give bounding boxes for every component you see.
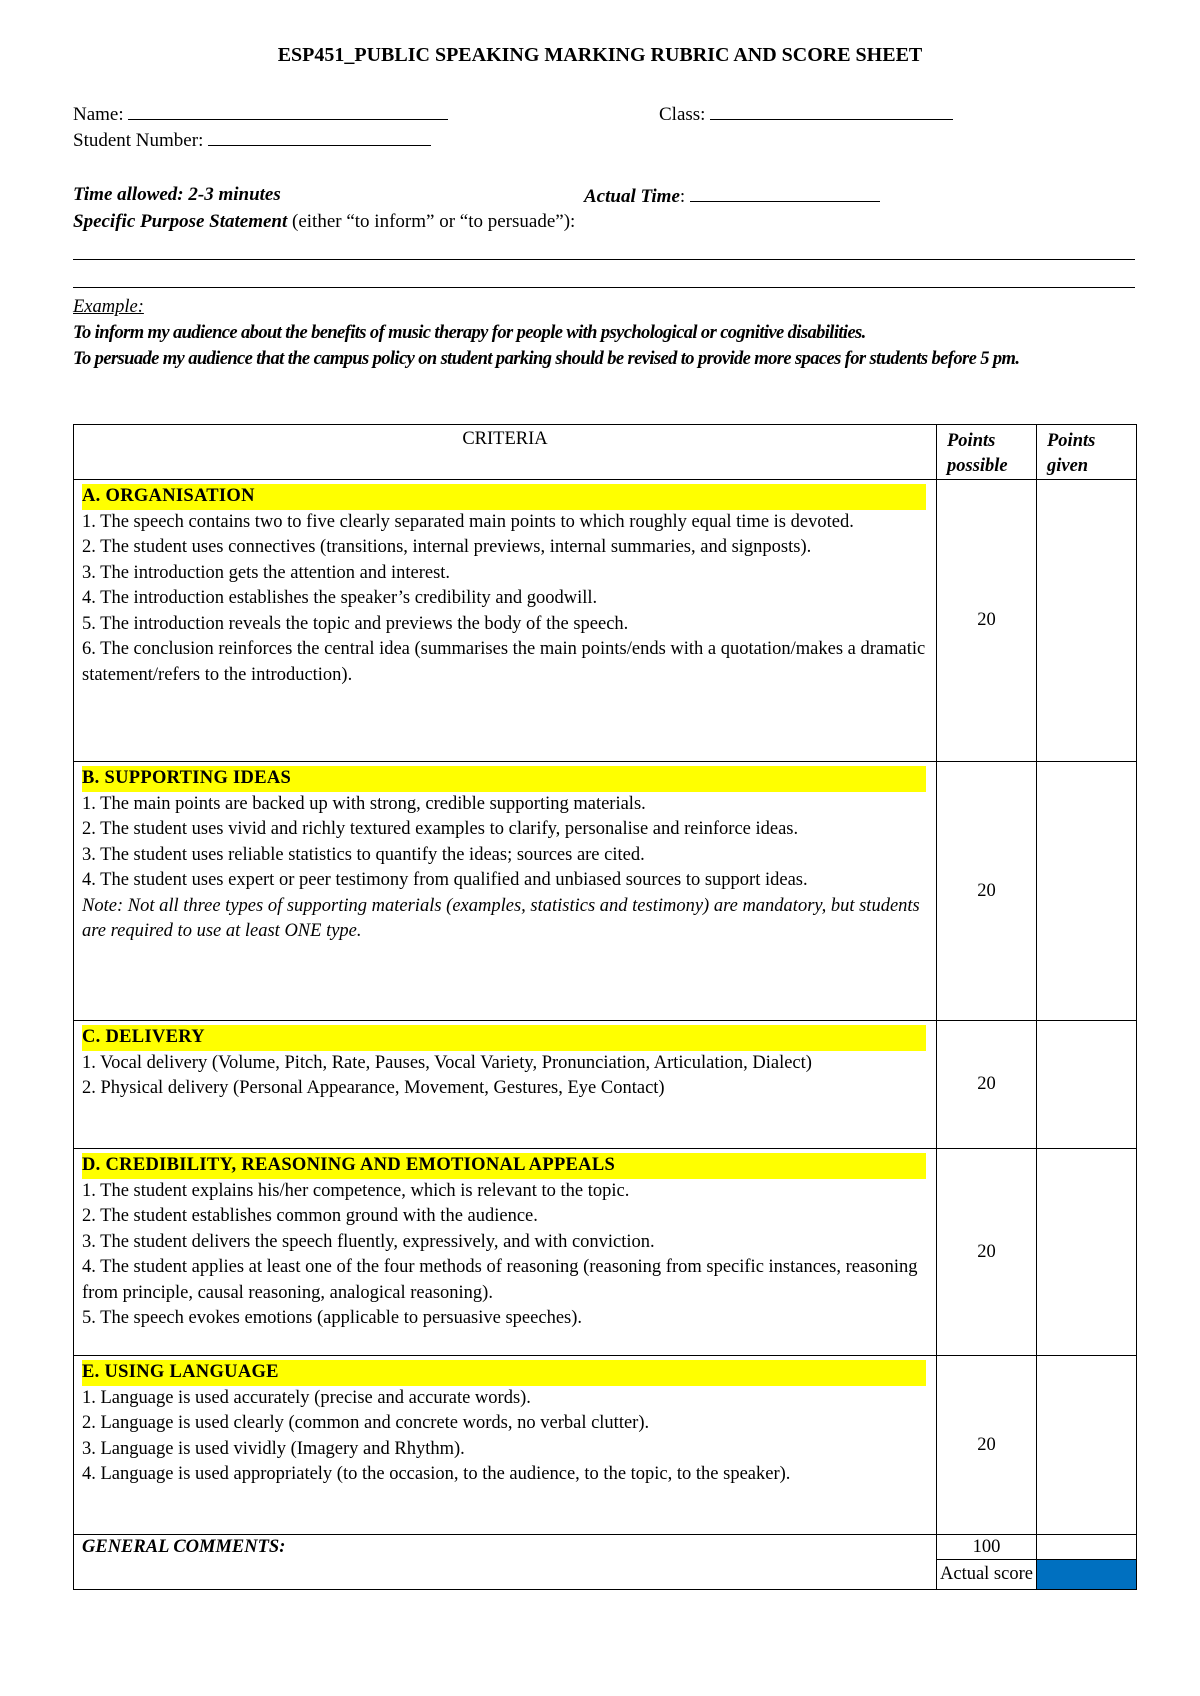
points-possible-value: 20 — [937, 762, 1037, 1021]
criterion-item: 1. Language is used accurately (precise and accurate words). — [82, 1387, 531, 1408]
page-title: ESP451_PUBLIC SPEAKING MARKING RUBRIC AND SCORE SHEET — [277, 44, 923, 66]
criterion-item: 4. The student uses expert or peer testimony from qualified and unbiased sources to support ideas. — [82, 870, 808, 890]
criterion-item: 2. The student uses vivid and richly textured examples to clarify, personalise and reinforce ideas. — [82, 819, 799, 839]
points-possible-value: 20 — [937, 1356, 1037, 1535]
purpose-label: Specific Purpose Statement — [73, 211, 288, 232]
section-title: A. ORGANISATION — [82, 484, 926, 510]
section-row-delivery — [74, 1021, 1137, 1149]
section-criteria — [74, 1021, 937, 1149]
criterion-item: 4. The introduction establishes the speaker’s credibility and goodwill. — [82, 588, 598, 608]
points-given-cell[interactable] — [1037, 1149, 1137, 1356]
section-note: Note: Not all three types of supporting materials (examples, statistics and testimony) are mandatory, but students are required to use at least ONE type. — [82, 895, 920, 941]
section-criteria — [74, 1149, 937, 1356]
points-given-header: Points given — [1037, 425, 1137, 480]
criterion-item: 3. The student uses reliable statistics to quantify the ideas; sources are cited. — [82, 844, 645, 865]
points-given-cell[interactable] — [1037, 1356, 1137, 1535]
section-row-supporting-ideas — [74, 762, 1137, 1021]
name-input-line[interactable] — [128, 102, 448, 120]
criterion-item: 1. Vocal delivery (Volume, Pitch, Rate, Pauses, Vocal Variety, Pronunciation, Articulation, Dialect) — [82, 1052, 812, 1073]
example-label: Example: — [73, 297, 144, 317]
points-possible-value: 20 — [937, 1021, 1037, 1149]
name-field — [73, 102, 448, 126]
criterion-item: 1. The main points are backed up with strong, credible supporting materials. — [82, 793, 646, 814]
time-allowed: Time allowed: 2-3 minutes — [73, 184, 281, 205]
criterion-item: 5. The speech evokes emotions (applicable to persuasive speeches). — [82, 1308, 583, 1328]
criterion-item: 2. Language is used clearly (common and concrete words, no verbal clutter). — [82, 1413, 650, 1433]
criterion-item: 3. The introduction gets the attention and interest. — [82, 562, 451, 583]
criterion-item: 4. The student applies at least one of the four methods of reasoning (reasoning from specific instances, reasoning from principle, causal reasoning, analogical reasoning). — [82, 1257, 918, 1303]
criterion-item: 1. The speech contains two to five clearly separated main points to which roughly equal time is devoted. — [82, 511, 854, 532]
criterion-item: 2. The student establishes common ground with the audience. — [82, 1206, 538, 1226]
student-number-field — [73, 128, 431, 152]
table-header-row — [74, 425, 1137, 480]
total-points-value: 100 — [937, 1535, 1037, 1560]
criterion-item: 1. The student explains his/her competence, which is relevant to the topic. — [82, 1180, 630, 1201]
actual-time-label: Actual Time — [584, 186, 680, 207]
purpose-answer-line-1[interactable] — [73, 259, 1135, 260]
criterion-item: 2. Physical delivery (Personal Appearance, Movement, Gestures, Eye Contact) — [82, 1078, 665, 1098]
example-statement-2: To persuade my audience that the campus policy on student parking should be revised to provide more spaces for students before 5 pm. — [73, 349, 1020, 369]
class-label: Class: — [659, 104, 706, 125]
section-title: C. DELIVERY — [82, 1025, 926, 1051]
actual-time-input-line[interactable] — [690, 184, 880, 202]
section-title: D. CREDIBILITY, REASONING AND EMOTIONAL APPEALS — [82, 1153, 926, 1179]
points-given-cell[interactable] — [1037, 762, 1137, 1021]
purpose-statement-field — [73, 211, 575, 233]
section-criteria — [74, 762, 937, 1021]
points-given-cell[interactable] — [1037, 1021, 1137, 1149]
example-statement-1: To inform my audience about the benefits of music therapy for people with psychological or cognitive disabilities. — [73, 323, 866, 343]
student-number-label: Student Number: — [73, 130, 204, 151]
class-field — [659, 102, 953, 126]
points-possible-value: 20 — [937, 1149, 1037, 1356]
name-label: Name: — [73, 104, 124, 125]
section-criteria — [74, 480, 937, 762]
section-title: B. SUPPORTING IDEAS — [82, 766, 926, 792]
section-row-credibility — [74, 1149, 1137, 1356]
total-given-cell[interactable] — [1037, 1535, 1137, 1560]
criteria-header: CRITERIA — [74, 425, 937, 480]
class-input-line[interactable] — [710, 102, 953, 120]
actual-score-box[interactable] — [1037, 1560, 1137, 1590]
criterion-item: 2. The student uses connectives (transitions, internal previews, internal summaries, and signposts). — [82, 537, 812, 557]
student-number-input-line[interactable] — [208, 128, 431, 146]
section-row-using-language — [74, 1356, 1137, 1535]
general-comments-cell[interactable] — [74, 1535, 937, 1590]
actual-time-field — [584, 184, 880, 208]
purpose-hint: (either “to inform” or “to persuade”): — [287, 211, 576, 232]
points-given-cell[interactable] — [1037, 480, 1137, 762]
criterion-item: 6. The conclusion reinforces the central idea (summarises the main points/ends with a quotation/makes a dramatic statement/refers to the introduction). — [82, 639, 926, 685]
criterion-item: 3. Language is used vividly (Imagery and Rhythm). — [82, 1438, 465, 1459]
actual-score-label: Actual score — [937, 1560, 1037, 1590]
criterion-item: 5. The introduction reveals the topic and previews the body of the speech. — [82, 613, 629, 634]
criterion-item: 4. Language is used appropriately (to the occasion, to the audience, to the topic, to the speaker). — [82, 1464, 791, 1484]
criterion-item: 3. The student delivers the speech fluently, expressively, and with conviction. — [82, 1231, 655, 1252]
section-title: E. USING LANGUAGE — [82, 1360, 926, 1386]
rubric-table — [73, 424, 1137, 1590]
purpose-answer-line-2[interactable] — [73, 287, 1135, 288]
example-block — [73, 294, 1135, 372]
actual-time-colon: : — [679, 186, 686, 207]
section-criteria — [74, 1356, 937, 1535]
total-row — [74, 1535, 1137, 1560]
points-possible-header: Points possible — [937, 425, 1037, 480]
points-possible-value: 20 — [937, 480, 1037, 762]
general-comments-label: GENERAL COMMENTS: — [82, 1537, 286, 1557]
section-row-organisation — [74, 480, 1137, 762]
